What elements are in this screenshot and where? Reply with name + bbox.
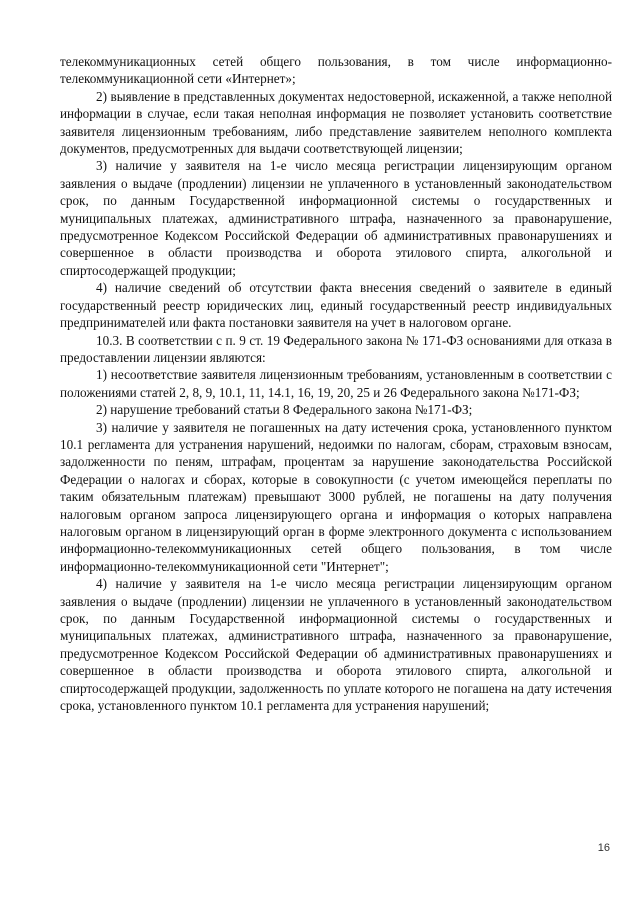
- paragraph-refusal-1: 1) несоответствие заявителя лицензионным требованиям, установленным в соответствии с положениями статей 2, 8, 9, 10.1, 11, 14.1, 16, 19, 20, 25 и 26 Федерального закона №171-ФЗ;: [60, 367, 612, 400]
- paragraph-refusal-2: 2) нарушение требований статьи 8 Федерального закона №171-ФЗ;: [96, 402, 473, 418]
- paragraph-item-4: 4) наличие сведений об отсутствии факта внесения сведений о заявителе в единый государственный реестр юридических лиц, единый государственный реестр индивидуальных предпринимателей или факта постановки заявителя на учет в налоговом органе.: [60, 280, 612, 331]
- paragraph-item-3: 3) наличие у заявителя на 1-е число месяца регистрации лицензирующим органом заявления о выдаче (продлении) лицензии не уплаченного в установленный законодательством срок, по данным Государственной информационной системы о государственных и муниципальных платежах, административного штрафа, назначенного за правонарушение, предусмотренное Кодексом Российской Федерации об административных правонарушениях и совершенное в области производства и оборота этилового спирта, алкогольной и спиртосодержащей продукции;: [60, 158, 612, 278]
- paragraph-continuation: телекоммуникационных сетей общего пользования, в том числе информационно-телекоммуникационной сети «Интернет»;: [60, 54, 612, 87]
- paragraph-refusal-4: 4) наличие у заявителя на 1-е число месяца регистрации лицензирующим органом заявления о выдаче (продлении) лицензии не уплаченного в установленный законодательством срок, по данным Государственной информационной системы о государственных и муниципальных платежах, административного штрафа, назначенного за правонарушение, предусмотренное Кодексом Российской Федерации об административных правонарушениях и совершенное в области производства и оборота этилового спирта, алкогольной и спиртосодержащей продукции, задолженность по уплате которого не погашена на дату истечения срока, установленного пунктом 10.1 регламента для устранения нарушений;: [60, 576, 612, 714]
- paragraph-item-2: 2) выявление в представленных документах недостоверной, искаженной, а также неполной информации в случае, если такая неполная информация не позволяет установить соответствие заявителя лицензионным требованиям, либо представление заявителем неполного комплекта документов, предусмотренных для выдачи соответствующей лицензии;: [60, 88, 612, 157]
- page-number: 16: [597, 842, 610, 854]
- document-body: [60, 53, 612, 714]
- paragraph-refusal-3: 3) наличие у заявителя не погашенных на дату истечения срока, установленного пунктом 10.1 регламента для устранения нарушений, недоимки по налогам, сборам, страховым взносам, задолженности по пеням, штрафам, процентам за нарушение законодательства Российской Федерации о налогах и сборах, которые в совокупности (с учетом имеющейся переплаты по таким обязательным платежам) превышают 3000 рублей, не погашены на дату получения налоговым органом запроса лицензирующего органа и информация о которых направлена налоговым органом в лицензирующий орган в форме электронного документа с использованием информационно-телекоммуникационных сетей общего пользования, в том числе информационно-телекоммуникационной сети "Интернет";: [60, 419, 612, 574]
- paragraph-section-10-3: 10.3. В соответствии с п. 9 ст. 19 Федерального закона № 171-ФЗ основаниями для отказа в предоставлении лицензии являются:: [60, 332, 612, 365]
